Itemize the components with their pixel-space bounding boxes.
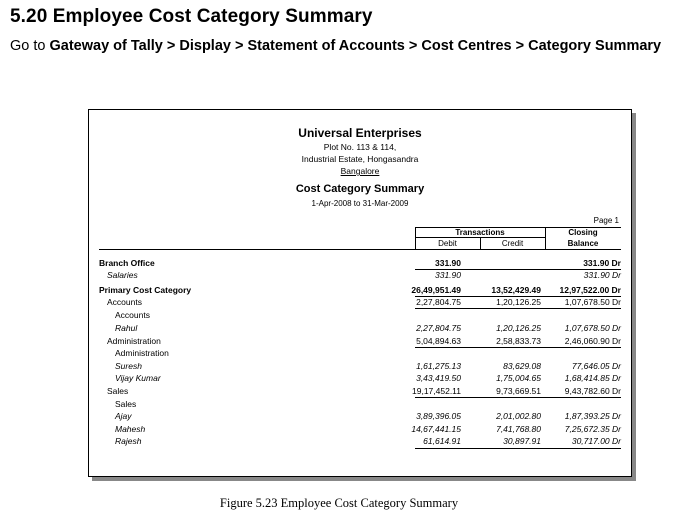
company-address-line1: Plot No. 113 & 114, bbox=[323, 142, 397, 152]
figure-caption: Figure 5.23 Employee Cost Category Summary bbox=[219, 496, 459, 510]
row-debit: 2,27,804.75 bbox=[416, 323, 461, 333]
row-rule bbox=[415, 397, 621, 398]
row-label: Administration bbox=[107, 336, 161, 346]
row-credit: 2,58,833.73 bbox=[496, 336, 541, 346]
report-period: 1-Apr-2008 to 31-Mar-2009 bbox=[311, 199, 409, 208]
row-debit: 1,61,275.13 bbox=[416, 361, 461, 371]
table-row bbox=[99, 323, 621, 335]
row-balance: 331.90 Dr bbox=[583, 258, 621, 268]
row-balance: 331.90 Dr bbox=[583, 270, 621, 280]
col-transactions: Transactions bbox=[455, 228, 505, 237]
row-label: Administration bbox=[115, 348, 169, 358]
company-address-line2: Industrial Estate, Hongasandra bbox=[301, 154, 419, 164]
row-balance: 1,87,393.25 Dr bbox=[564, 411, 621, 421]
row-debit: 61,614.91 bbox=[423, 436, 461, 446]
row-balance: 1,07,678.50 Dr bbox=[564, 297, 621, 307]
row-credit: 30,897.91 bbox=[503, 436, 541, 446]
table-row bbox=[99, 373, 621, 385]
row-credit: 9,73,669.51 bbox=[496, 386, 541, 396]
row-debit: 14,67,441.15 bbox=[411, 424, 461, 434]
table-row bbox=[99, 310, 621, 322]
company-city: Bangalore bbox=[340, 166, 380, 176]
row-debit: 19,17,452.11 bbox=[412, 386, 461, 396]
row-debit: 2,27,804.75 bbox=[416, 297, 461, 307]
row-debit: 5,04,894.63 bbox=[416, 336, 461, 346]
col-balance: Balance bbox=[567, 239, 599, 248]
nav-prefix: Go to bbox=[10, 38, 50, 54]
row-rule bbox=[415, 308, 621, 309]
row-label: Accounts bbox=[115, 310, 150, 320]
row-balance: 1,07,678.50 Dr bbox=[564, 323, 621, 333]
row-credit: 83,629.08 bbox=[503, 361, 541, 371]
row-label: Mahesh bbox=[115, 424, 146, 434]
nav-path: Gateway of Tally > Display > Statement of Accounts > Cost Centres > Category Summary bbox=[49, 38, 662, 54]
table-row bbox=[99, 436, 621, 448]
row-debit: 3,89,396.05 bbox=[416, 411, 461, 421]
row-label: Primary Cost Category bbox=[99, 285, 192, 295]
row-balance: 77,646.05 Dr bbox=[571, 361, 621, 371]
row-credit: 2,01,002.80 bbox=[496, 411, 541, 421]
row-balance: 30,717.00 Dr bbox=[571, 436, 621, 446]
row-label: Salaries bbox=[107, 270, 138, 280]
table-row bbox=[99, 270, 621, 282]
row-balance: 9,43,782.60 Dr bbox=[564, 386, 621, 396]
report-screenshot bbox=[88, 109, 632, 477]
row-credit: 1,75,004.65 bbox=[496, 373, 541, 383]
row-credit: 1,20,126.25 bbox=[496, 297, 541, 307]
table-row bbox=[99, 399, 621, 411]
table-bottom-rule bbox=[415, 448, 621, 449]
row-label: Sales bbox=[115, 399, 137, 409]
row-balance: 1,68,414.85 Dr bbox=[564, 373, 621, 383]
page-number: Page 1 bbox=[593, 216, 619, 225]
row-debit: 331.90 bbox=[435, 270, 461, 280]
row-debit: 26,49,951.49 bbox=[411, 285, 461, 295]
row-label: Vijay Kumar bbox=[115, 373, 161, 383]
row-debit: 331.90 bbox=[435, 258, 461, 268]
navigation-path bbox=[10, 37, 670, 55]
company-name: Universal Enterprises bbox=[298, 126, 422, 140]
report-title: Cost Category Summary bbox=[295, 183, 425, 195]
row-credit: 1,20,126.25 bbox=[496, 323, 541, 333]
col-credit: Credit bbox=[501, 239, 524, 248]
table-row bbox=[99, 424, 621, 436]
table-row bbox=[99, 411, 621, 423]
table-row bbox=[99, 348, 621, 360]
row-credit: 7,41,768.80 bbox=[496, 424, 541, 434]
col-debit: Debit bbox=[438, 239, 457, 248]
row-label: Rajesh bbox=[115, 436, 142, 446]
row-label: Suresh bbox=[115, 361, 142, 371]
row-balance: 7,25,672.35 Dr bbox=[564, 424, 621, 434]
table-row bbox=[99, 361, 621, 373]
header-bottom-rule bbox=[99, 249, 621, 250]
row-label: Ajay bbox=[115, 411, 132, 421]
row-label: Sales bbox=[107, 386, 129, 396]
row-balance: 2,46,060.90 Dr bbox=[564, 336, 621, 346]
row-credit: 13,52,429.49 bbox=[491, 285, 541, 295]
row-balance: 12,97,522.00 Dr bbox=[559, 285, 621, 295]
row-label: Rahul bbox=[115, 323, 138, 333]
row-debit: 3,43,419.50 bbox=[416, 373, 461, 383]
row-label: Branch Office bbox=[99, 258, 155, 268]
row-label: Accounts bbox=[107, 297, 142, 307]
col-closing: Closing bbox=[568, 228, 598, 237]
page-heading: 5.20 Employee Cost Category Summary bbox=[10, 6, 373, 27]
